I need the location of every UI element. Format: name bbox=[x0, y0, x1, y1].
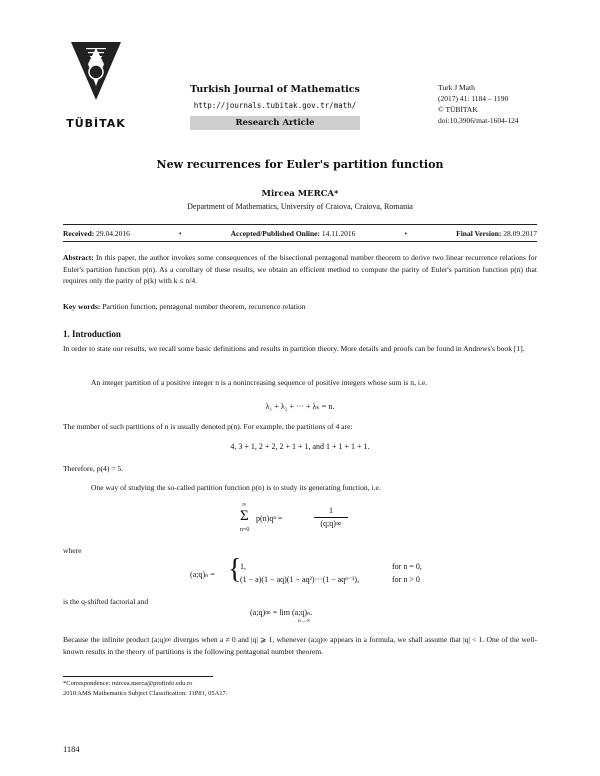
journal-url[interactable]: http://journals.tubitak.gov.tr/math/ bbox=[193, 101, 357, 110]
divider-top bbox=[63, 224, 537, 225]
footnote-correspondence: *Correspondence: mircea.merca@profinfo.edu.ro bbox=[63, 680, 193, 687]
sum-lower: n=0 bbox=[240, 527, 250, 533]
dates-row bbox=[63, 229, 537, 238]
intro-paragraph-5: One way of studying the so-called partition function p(n) is to study its generating function, i.e. bbox=[91, 483, 381, 492]
sum-sign: Σ bbox=[240, 508, 249, 524]
brace: { bbox=[228, 554, 242, 585]
where-text: where bbox=[63, 546, 82, 555]
accepted-date: 14.11.2016 bbox=[321, 229, 356, 238]
equation-partition-sum: λ₁ + λ₂ + ··· + λₖ = n. bbox=[265, 402, 335, 411]
citation-copyright: © TÜBİTAK bbox=[438, 105, 478, 114]
journal-header bbox=[190, 84, 360, 130]
genfunc-lhs: p(n)qⁿ = bbox=[256, 514, 283, 523]
citation-journal: Turk J Math bbox=[438, 83, 475, 92]
limit-subscript: n→∞ bbox=[298, 618, 311, 624]
final-date: 28.09.2017 bbox=[503, 229, 537, 238]
citation-block bbox=[438, 82, 519, 126]
page-number: 1184 bbox=[63, 744, 80, 754]
section-heading: 1. Introduction bbox=[63, 329, 121, 339]
intro-paragraph-6: is the q-shifted factorial and bbox=[63, 597, 149, 606]
citation-doi[interactable]: doi:10.3906/mat-1604-124 bbox=[438, 116, 519, 125]
keywords-label: Key words: bbox=[63, 302, 101, 311]
divider-bottom bbox=[63, 241, 537, 242]
genfunc-numerator: 1 bbox=[329, 506, 333, 515]
citation-volume: (2017) 41: 1184 – 1190 bbox=[438, 94, 509, 103]
case-2-value: (1 − a)(1 − aq)(1 − aq²)···(1 − aqⁿ⁻¹), bbox=[240, 575, 360, 584]
sum-upper: ∞ bbox=[242, 502, 247, 508]
article-type-badge: Research Article bbox=[190, 116, 360, 130]
accepted-label: Accepted/Published Online: bbox=[230, 229, 321, 238]
intro-paragraph-2: An integer partition of a positive integer n is a nonincreasing sequence of positive integers whose sum is n, i.e. bbox=[91, 378, 428, 387]
qpoch-lhs: (a;q)ₙ = bbox=[190, 570, 215, 579]
keywords-text: Partition function, pentagonal number theorem, recurrence relation bbox=[102, 302, 306, 311]
publisher-logo-text: TÜBİTAK bbox=[66, 117, 126, 130]
intro-paragraph-1: In order to state our results, we recall some basic definitions and results in partition theory. More details and proofs can be found in Andrews's book [1]. bbox=[63, 344, 525, 353]
intro-paragraph-7: Because the infinite product (a;q)∞ diverges when a ≠ 0 and |q| ⩾ 1, whenever (a;q)∞ appears in a formula, we shall assume that |q| < 1. One of the well-known results in the theory of partitions is the following pentagonal number theorem. bbox=[63, 635, 537, 656]
journal-name: Turkish Journal of Mathematics bbox=[190, 84, 360, 95]
abstract bbox=[63, 252, 537, 287]
equation-partitions-of-4: 4, 3 + 1, 2 + 2, 2 + 1 + 1, and 1 + 1 + 1 + 1. bbox=[230, 442, 370, 451]
intro-paragraph-4: Therefore, p(4) = 5. bbox=[63, 464, 124, 473]
final-label: Final Version: bbox=[456, 229, 502, 238]
limit-expression: (a;q)∞ = lim (a;q)ₙ. bbox=[250, 608, 313, 617]
footnote-classification: 2010 AMS Mathematics Subject Classification: 11P81, 05A17. bbox=[63, 690, 228, 697]
equation-q-shifted-factorial bbox=[190, 554, 490, 590]
bullet-2: • bbox=[404, 229, 408, 238]
keywords bbox=[63, 301, 537, 313]
intro-paragraph-3: The number of such partitions of n is usually denoted p(n). For example, the partitions of 4 are: bbox=[63, 422, 353, 431]
case-1-value: 1, bbox=[240, 562, 246, 571]
fraction-bar bbox=[314, 517, 348, 518]
case-1-condition: for n = 0, bbox=[392, 562, 422, 571]
paper-title: New recurrences for Euler's partition function bbox=[156, 158, 444, 171]
abstract-label: Abstract: bbox=[63, 253, 94, 262]
equation-infinite-product bbox=[250, 608, 313, 624]
abstract-text: In this paper, the author invokes some consequences of the bisectional pentagonal number theorem to derive two linear recurrence relations for Euler's partition function p(n). As a corollary of these results, we obtain an efficient method to compute the parity of Euler's partition function p(n) that requires only the parity of p(k) with k ≤ n/4. bbox=[63, 253, 537, 285]
case-2-condition: for n > 0 bbox=[392, 575, 420, 584]
author-affiliation: Department of Mathematics, University of Craiova, Craiova, Romania bbox=[187, 202, 413, 211]
footnote-divider bbox=[63, 676, 213, 677]
bullet-1: • bbox=[178, 229, 182, 238]
received-date: 29.04.2016 bbox=[96, 229, 130, 238]
received-label: Received: bbox=[63, 229, 95, 238]
author-name: Mircea MERCA* bbox=[261, 189, 339, 199]
genfunc-denominator: (q;q)∞ bbox=[320, 519, 342, 528]
